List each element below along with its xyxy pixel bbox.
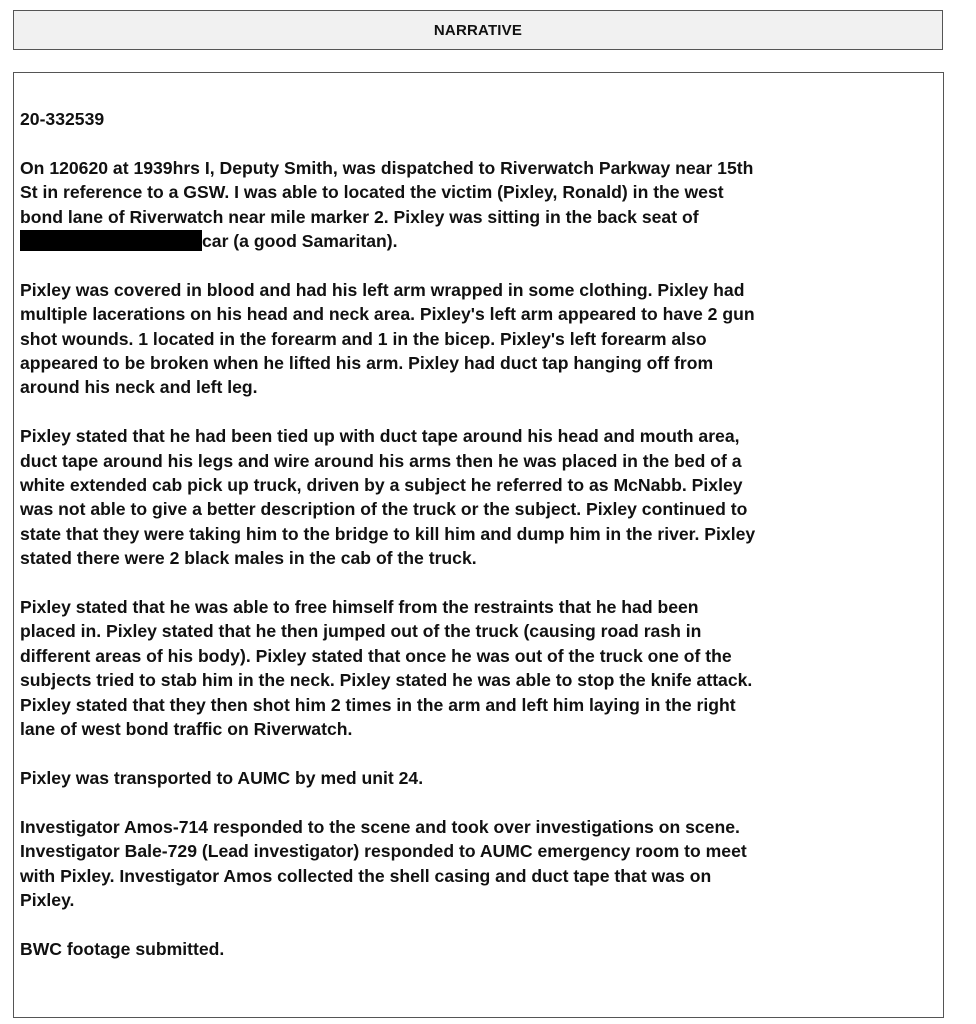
narrative-paragraph-3: Pixley stated that he had been tied up with duct tape around his head and mouth area, duct tape around his legs and wire around his arms then he was placed in the bed of a white extended cab pick up truck, driven by a subject he referred to as McNabb. Pixley was not able to give a better description of the truck or the subject. Pixley continued to state that they were taking him to the bridge to kill him and dump him in the river. Pixley stated there were 2 black males in the cab of the truck. [20,426,756,569]
narrative-header-title: NARRATIVE [433,21,523,39]
narrative-paragraph-1-part-a: On 120620 at 1939hrs I, Deputy Smith, was dispatched to Riverwatch Parkway near 15th St in reference to a GSW. I was able to located the victim (Pixley, Ronald) in the west bond lane of Riverwatch near mile marker 2. Pixley was sitting in the back seat of [20,157,754,227]
narrative-paragraph-1 [20,156,925,254]
narrative-paragraph-5: Pixley was transported to AUMC by med unit 24. [20,767,424,788]
narrative-paragraph-7: BWC footage submitted. [20,938,225,959]
case-number: 20-332539 [20,109,105,129]
narrative-text [20,107,925,986]
redaction-block [20,230,202,251]
narrative-paragraph-4: Pixley stated that he was able to free himself from the restraints that he had been placed in. Pixley stated that he then jumped out of the truck (causing road rash in different areas of his body). Pixley stated that once he was out of the truck one of the subjects tried to stab him in the neck. Pixley stated he was able to stop the knife attack. Pixley stated that they then shot him 2 times in the arm and left him laying in the right lane of west bond traffic on Riverwatch. [20,597,753,740]
narrative-header-bar [13,10,943,50]
narrative-paragraph-1-part-b: car (a good Samaritan). [202,231,398,252]
narrative-body-box [13,72,944,1018]
narrative-paragraph-6: Investigator Amos-714 responded to the scene and took over investigations on scene. Investigator Bale-729 (Lead investigator) responded to AUMC emergency room to meet with Pixley. Investigator Amos collected the shell casing and duct tape that was on Pixley. [20,816,747,910]
narrative-paragraph-2: Pixley was covered in blood and had his left arm wrapped in some clothing. Pixley had multiple lacerations on his head and neck area. Pixley's left arm appeared to have 2 gun shot wounds. 1 located in the forearm and 1 in the bicep. Pixley's left forearm also appeared to be broken when he lifted his arm. Pixley had duct tap hanging off from around his neck and left leg. [20,279,755,398]
